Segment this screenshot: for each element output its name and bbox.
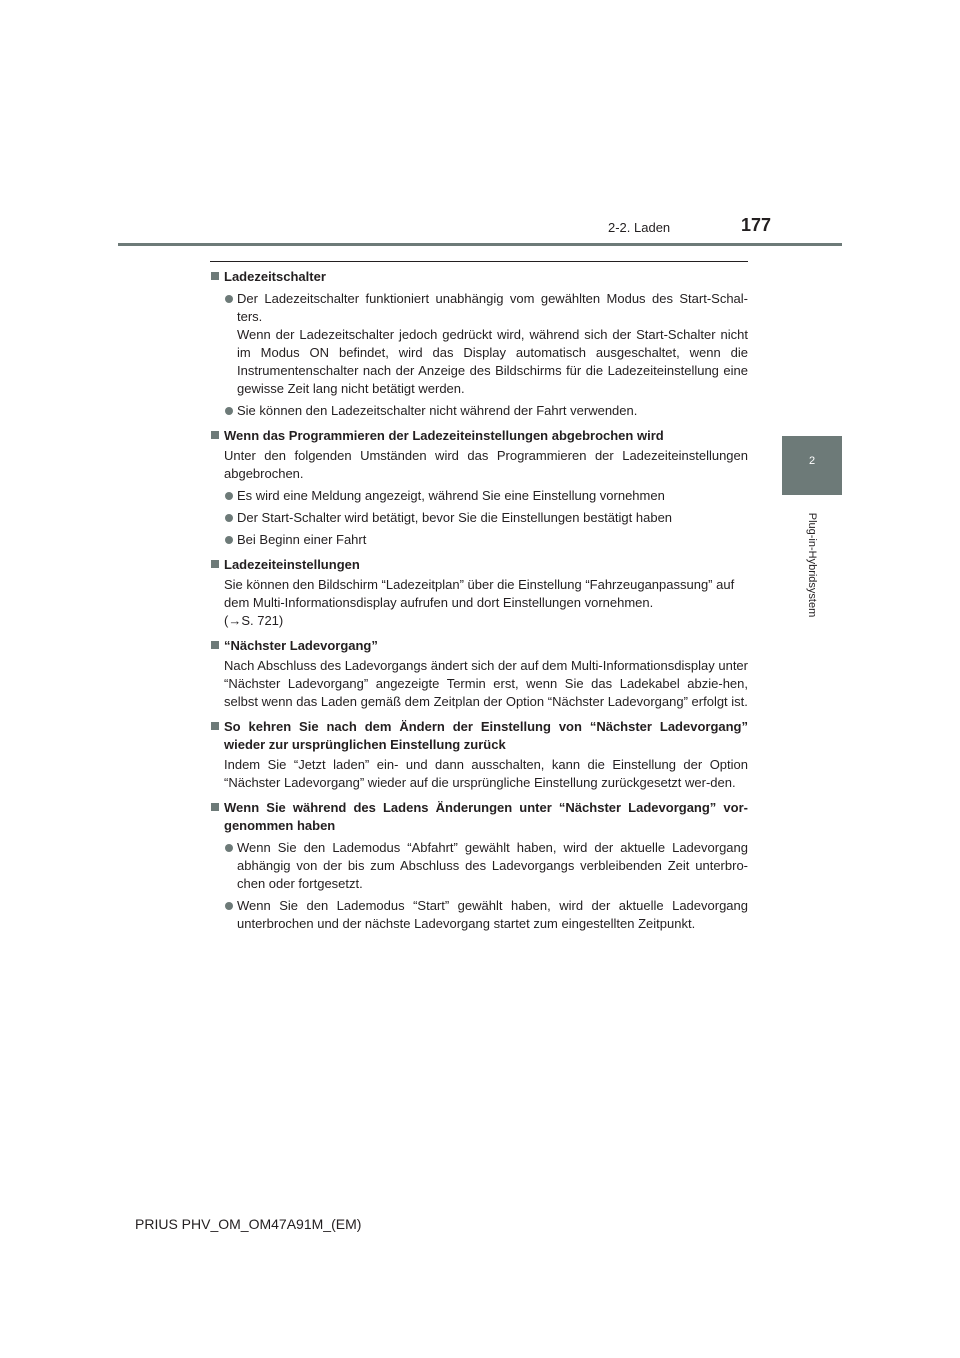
square-bullet-icon	[211, 272, 219, 280]
section-paragraph: Nach Abschluss des Ladevorgangs ändert sich der auf dem Multi-Informationsdisplay unter “Nächster Ladevorgang” angezeigte Termin erst, wenn Sie das Ladekabel abzie-hen, selbst wenn das Laden gemäß dem Zeitplan der Option “Nächster Ladevorgang” erfolgt ist.	[224, 658, 748, 709]
list-item	[210, 487, 748, 505]
section-heading	[210, 556, 748, 574]
section-paragraph: Indem Sie “Jetzt laden” ein- und dann ausschalten, kann die Einstellung der Option “Nächster Ladevorgang” wieder auf die ursprüngliche Einstellung zurückgesetzt wer-den.	[224, 757, 748, 790]
content-divider	[210, 261, 748, 262]
chapter-tab	[782, 436, 842, 495]
list-item-text: Bei Beginn einer Fahrt	[237, 532, 367, 547]
section-heading	[210, 637, 748, 655]
page-number: 177	[741, 215, 772, 235]
list-item-text: Wenn Sie den Lademodus “Abfahrt” gewählt haben, wird der aktuelle Ladevorgang abhängig von der bis zum Abschluss des Ladevorgangs verbleibenden Zeit unterbro-chen oder fortgesetzt.	[237, 840, 748, 891]
list-item	[210, 897, 748, 933]
page-reference-link[interactable]: (→S. 721)	[224, 613, 284, 628]
round-bullet-icon	[225, 902, 233, 910]
section-heading-text: “Nächster Ladevorgang”	[224, 638, 378, 653]
list-item	[210, 402, 748, 420]
section-heading-text: Ladezeiteinstellungen	[224, 557, 360, 572]
section-heading-text: Wenn das Programmieren der Ladezeiteinstellungen abgebrochen wird	[224, 428, 664, 443]
footer-document-code: PRIUS PHV_OM_OM47A91M_(EM)	[135, 1216, 362, 1232]
round-bullet-icon	[225, 295, 233, 303]
section-heading	[210, 268, 748, 286]
square-bullet-icon	[211, 803, 219, 811]
square-bullet-icon	[211, 641, 219, 649]
round-bullet-icon	[225, 407, 233, 415]
list-item	[210, 290, 748, 398]
list-item-text: Der Start-Schalter wird betätigt, bevor Sie die Einstellungen bestätigt haben	[237, 510, 673, 525]
section-paragraph	[210, 576, 748, 630]
list-item-text: Es wird eine Meldung angezeigt, während Sie eine Einstellung vornehmen	[237, 488, 665, 503]
list-item	[210, 531, 748, 549]
chapter-side-label: Plug-in-Hybridsystem	[806, 512, 818, 618]
list-item	[210, 839, 748, 893]
section-heading-text: So kehren Sie nach dem Ändern der Einstellung von “Nächster Ladevorgang” wieder zur ursprünglichen Einstellung zurück	[224, 719, 748, 752]
square-bullet-icon	[211, 431, 219, 439]
paragraph-text: Sie können den Bildschirm “Ladezeitplan” über die Einstellung “Fahrzeuganpassung” auf dem Multi-Informationsdisplay aufrufen und dort Einstellungen vornehmen.	[224, 577, 735, 610]
chapter-tab-number: 2	[808, 455, 816, 467]
header-divider	[118, 243, 842, 246]
square-bullet-icon	[211, 722, 219, 730]
round-bullet-icon	[225, 514, 233, 522]
round-bullet-icon	[225, 844, 233, 852]
round-bullet-icon	[225, 536, 233, 544]
list-item-continuation: Wenn der Ladezeitschalter jedoch gedrückt wird, während sich der Start-Schalter nicht im Modus ON befindet, wird das Display automatisch ausgeschaltet, wenn die Instrumentenschalter nach der Anzeige des Bildschirms für die Ladezeiteinstellung eine gewisse Zeit lang nicht betätigt werden.	[237, 327, 748, 396]
content-body	[210, 268, 748, 933]
list-item-text: Wenn Sie den Lademodus “Start” gewählt haben, wird der aktuelle Ladevorgang unterbrochen und der nächste Ladevorgang startet zum eingestellten Zeitpunkt.	[237, 898, 748, 931]
list-item	[210, 509, 748, 527]
list-item-text: Sie können den Ladezeitschalter nicht während der Fahrt verwenden.	[237, 403, 638, 418]
section-heading	[210, 427, 748, 445]
list-item-text: Der Ladezeitschalter funktioniert unabhängig vom gewählten Modus des Start-Schal-ters.	[237, 291, 748, 324]
header-section-title: 2-2. Laden	[608, 220, 671, 235]
section-heading	[210, 799, 748, 835]
section-paragraph: Unter den folgenden Umständen wird das Programmieren der Ladezeiteinstellungen abgebrochen.	[224, 448, 748, 481]
section-heading	[210, 718, 748, 754]
round-bullet-icon	[225, 492, 233, 500]
square-bullet-icon	[211, 560, 219, 568]
section-heading-text: Wenn Sie während des Ladens Änderungen unter “Nächster Ladevorgang” vor-genommen haben	[224, 800, 748, 833]
section-heading-text: Ladezeitschalter	[224, 269, 326, 284]
